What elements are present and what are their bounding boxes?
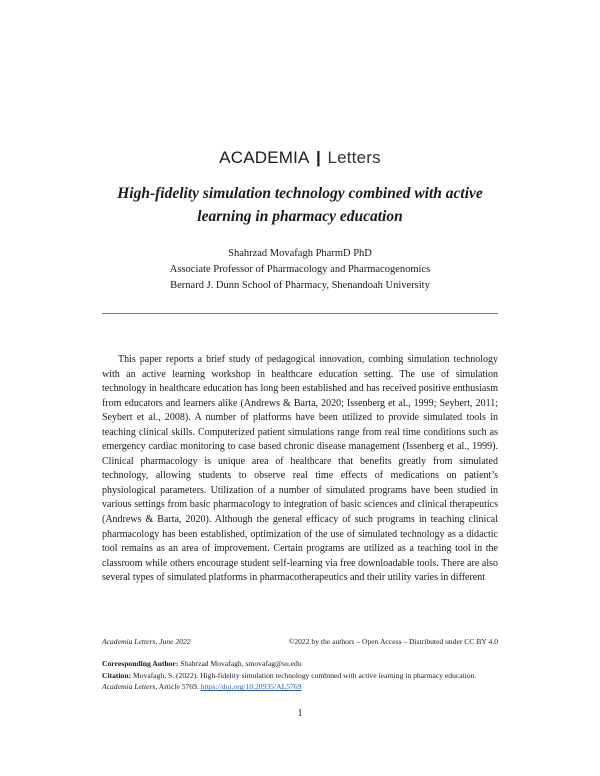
citation-label: Citation:: [102, 670, 132, 680]
citation-journal: Academia Letters: [102, 682, 156, 692]
citation-line: [102, 670, 498, 693]
body-paragraph: This paper reports a brief study of pedagogical innovation, combing simulation technology with an active learning workshop in healthcare education setting. The use of simulation technology in healthcare education has long been established and has received positive enthusiasm from educators and learners alike (Andrews & Barta, 2020; Issenberg et al., 1999; Seybert, 2011; Seybert et al., 2008). A number of platforms have been utilized to provide simulated tools in teaching clinical skills. Computerized patient simulations range from real time conditions such as emergency cardiac monitoring to case based chronic disease management (Issenberg et al., 1999). Clinical pharmacology is unique area of healthcare that benefits greatly from simulated technology, allowing students to observe real time effects of medications on patient’s physiological parameters. Utilization of a number of simulated programs have been studied in various settings from basic pharmacology to integration of basic sciences and clinical therapeutics (Andrews & Barta, 2020). Although the general efficacy of such programs in teaching clinical pharmacology has been established, optimization of the use of simulated technology as a didactic tool remains as an area of improvement. Certain programs are utilized as a teaching tool in the classroom while others encourage student self-learning via free downloadable tools. There are also several types of simulated platforms in pharmacotherapeutics and their utility varies in different: [102, 354, 498, 584]
corresponding-label: Corresponding Author:: [102, 659, 179, 668]
citation-article: , Article 5769.: [155, 682, 201, 692]
author-affiliation: Bernard J. Dunn School of Pharmacy, Shenandoah University: [170, 280, 430, 291]
journal-section: Letters: [327, 148, 381, 167]
journal-masthead: [0, 148, 600, 168]
citation-text: Movafagh, S. (2022). High-fidelity simulation technology combined with active learning in pharmacy education.: [131, 670, 477, 680]
masthead-separator: |: [316, 148, 321, 167]
doi-link[interactable]: https://doi.org/10.20935/AL5769: [200, 682, 302, 692]
footer-journal: Academia Letters, June 2022: [102, 637, 191, 646]
paper-title: High-fidelity simulation technology combined with active learning in pharmacy education: [117, 185, 483, 225]
citation-block: [102, 658, 498, 693]
corresponding-author: [102, 658, 498, 670]
footer-license: ©2022 by the authors – Open Access – Distributed under CC BY 4.0: [288, 637, 498, 646]
author-position: Associate Professor of Pharmacology and Pharmacogenomics: [169, 264, 431, 275]
author-name: Shahrzad Movafagh PharmD PhD: [228, 248, 372, 259]
header-divider: [102, 313, 498, 314]
corresponding-value: Shahrzad Movafagh, smovafag@su.edu: [178, 659, 302, 668]
author-block: [60, 246, 540, 294]
footer-journal-line: [102, 637, 498, 646]
page-number: 1: [297, 708, 303, 719]
journal-brand: ACADEMIA: [219, 148, 310, 167]
